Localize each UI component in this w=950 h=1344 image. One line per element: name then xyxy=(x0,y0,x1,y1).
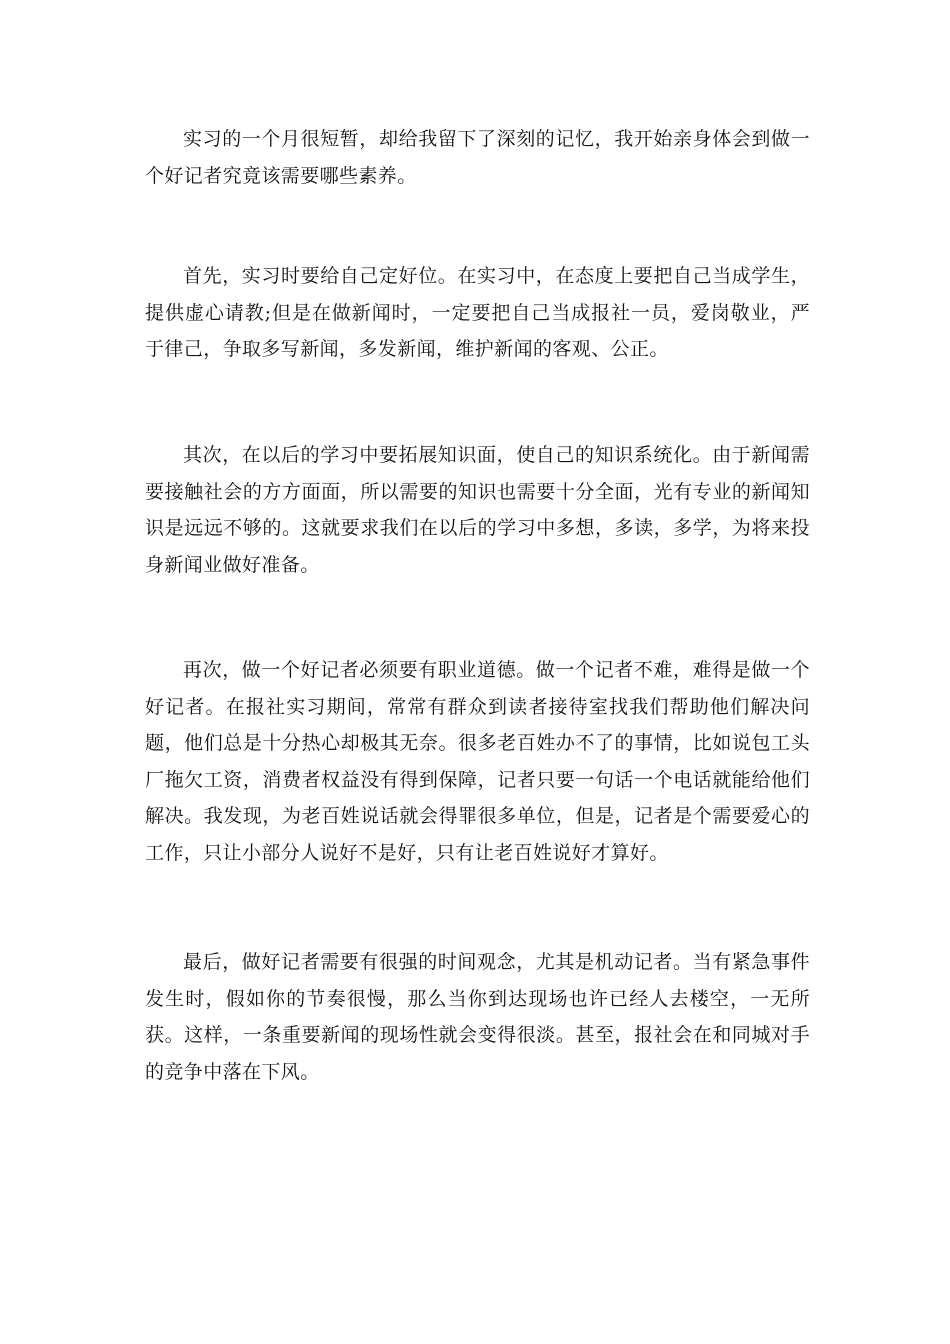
paragraph-first: 首先，实习时要给自己定好位。在实习中，在态度上要把自己当成学生，提供虚心请教;但是在做新闻时，一定要把自己当成报社一员，爱岗敬业，严于律己，争取多写新闻，多发新闻，维护新闻的客观、公正。 xyxy=(145,265,810,360)
paragraph-intro: 实习的一个月很短暂，却给我留下了深刻的记忆，我开始亲身体会到做一个好记者究竟该需要哪些素养。 xyxy=(145,128,810,187)
paragraph-last: 最后，做好记者需要有很强的时间观念，尤其是机动记者。当有紧急事件发生时，假如你的节奏很慢，那么当你到达现场也许已经人去楼空，一无所获。这样，一条重要新闻的现场性就会变得很淡。甚至，报社会在和同城对手的竞争中落在下风。 xyxy=(145,951,810,1083)
paragraph-second: 其次，在以后的学习中要拓展知识面，使自己的知识系统化。由于新闻需要接触社会的方方面面，所以需要的知识也需要十分全面，光有专业的新闻知识是远远不够的。这就要求我们在以后的学习中多想，多读，多学，为将来投身新闻业做好准备。 xyxy=(145,444,810,576)
paragraph-third: 再次，做一个好记者必须要有职业道德。做一个记者不难，难得是做一个好记者。在报社实习期间，常常有群众到读者接待室找我们帮助他们解决问题，他们总是十分热心却极其无奈。很多老百姓办不了的事情，比如说包工头厂拖欠工资，消费者权益没有得到保障，记者只要一句话一个电话就能给他们解决。我发现，为老百姓说话就会得罪很多单位，但是，记者是个需要爱心的工作，只让小部分人说好不是好，只有让老百姓说好才算好。 xyxy=(145,659,810,864)
